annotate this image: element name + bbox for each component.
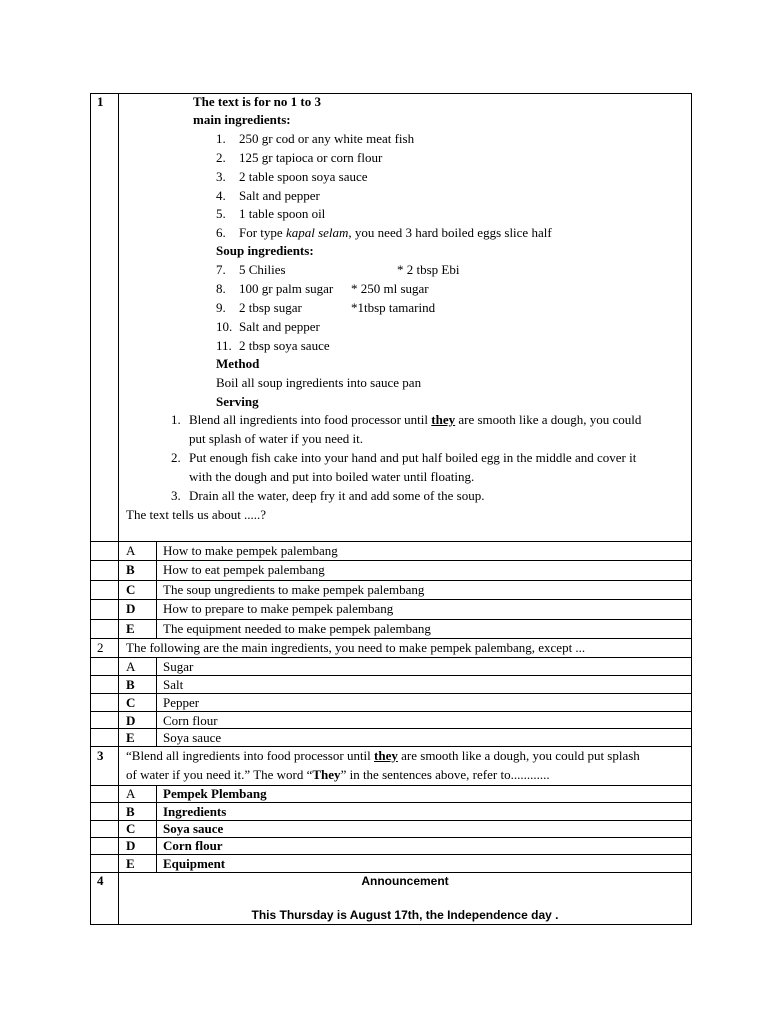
passage-header: The text is for no 1 to 3 — [193, 94, 321, 109]
option-text[interactable]: How to prepare to make pempek palembang — [163, 601, 394, 616]
list-item: For type kapal selam, you need 3 hard boiled eggs slice half — [239, 225, 552, 240]
question-number: 4 — [97, 873, 104, 888]
question-number: 2 — [97, 640, 104, 655]
list-item-number: 10. — [216, 319, 233, 334]
option-letter[interactable]: C — [126, 695, 136, 710]
step-text: with the dough and put into boiled water until floating. — [189, 469, 475, 484]
list-item: 2 table spoon soya sauce — [239, 169, 368, 184]
option-letter[interactable]: E — [126, 730, 135, 745]
list-item-number: 11. — [216, 338, 232, 353]
option-text[interactable]: Soya sauce — [163, 821, 224, 836]
option-text[interactable]: Ingredients — [163, 804, 227, 819]
option-letter[interactable]: D — [126, 838, 136, 853]
option-letter[interactable]: C — [126, 821, 136, 836]
announcement-text: This Thursday is August 17th, the Independence day . — [251, 908, 559, 922]
step-number: 1. — [171, 412, 181, 427]
method-title: Method — [216, 356, 260, 371]
serving-title: Serving — [216, 394, 259, 409]
option-text[interactable]: Soya sauce — [163, 730, 222, 745]
list-item-number: 8. — [216, 281, 226, 296]
option-text[interactable]: Corn flour — [163, 838, 223, 853]
option-letter[interactable]: E — [126, 621, 135, 636]
list-item-number: 7. — [216, 262, 226, 277]
option-letter[interactable]: E — [126, 856, 135, 871]
option-text[interactable]: Pempek Plembang — [163, 786, 267, 801]
option-letter[interactable]: A — [126, 659, 136, 674]
list-item-number: 1. — [216, 131, 226, 146]
option-letter[interactable]: C — [126, 582, 136, 597]
step-text: put splash of water if you need it. — [189, 431, 364, 446]
method-text: Boil all soup ingredients into sauce pan — [216, 375, 422, 390]
list-item: 1 table spoon oil — [239, 206, 326, 221]
option-text[interactable]: The soup ungredients to make pempek palembang — [163, 582, 425, 597]
step-text: Drain all the water, deep fry it and add some of the soup. — [189, 488, 485, 503]
list-item-extra: * 2 tbsp Ebi — [397, 262, 460, 277]
option-text[interactable]: Corn flour — [163, 713, 218, 728]
option-letter[interactable]: B — [126, 804, 135, 819]
list-item-number: 9. — [216, 300, 226, 315]
question-text: “Blend all ingredients into food processor until they are smooth like a dough, you could put splash — [126, 748, 640, 763]
option-text[interactable]: Salt — [163, 677, 184, 692]
list-item: Salt and pepper — [239, 319, 320, 334]
list-item-number: 6. — [216, 225, 226, 240]
option-text[interactable]: Pepper — [163, 695, 200, 710]
option-letter[interactable]: D — [126, 713, 136, 728]
list-item: 100 gr palm sugar — [239, 281, 334, 296]
list-item: 5 Chilies — [239, 262, 286, 277]
option-letter[interactable]: D — [126, 601, 136, 616]
list-item: Salt and pepper — [239, 188, 320, 203]
list-item-number: 3. — [216, 169, 226, 184]
option-text[interactable]: Sugar — [163, 659, 194, 674]
list-item: 2 tbsp sugar — [239, 300, 302, 315]
list-item: 2 tbsp soya sauce — [239, 338, 330, 353]
question-number: 3 — [97, 748, 104, 763]
step-text: Put enough fish cake into your hand and put half boiled egg in the middle and cover it — [189, 450, 637, 465]
question-text: The following are the main ingredients, you need to make pempek palembang, except ... — [126, 640, 586, 655]
option-text[interactable]: How to make pempek palembang — [163, 543, 338, 558]
option-text[interactable]: Equipment — [163, 856, 226, 871]
announcement-title: Announcement — [361, 874, 449, 888]
step-number: 2. — [171, 450, 181, 465]
list-item-number: 4. — [216, 188, 226, 203]
option-letter[interactable]: B — [126, 677, 135, 692]
step-text: Blend all ingredients into food processor until they are smooth like a dough, you could — [189, 412, 642, 427]
question-text: The text tells us about .....? — [126, 507, 267, 522]
option-letter[interactable]: B — [126, 562, 135, 577]
list-item-extra: * 250 ml sugar — [351, 281, 429, 296]
question-text: of water if you need it.” The word “They” in the sentences above, refer to............ — [126, 767, 550, 782]
question-number: 1 — [97, 94, 104, 109]
main-ingredients-title: main ingredients: — [193, 112, 291, 127]
list-item-number: 5. — [216, 206, 226, 221]
list-item-extra: *1tbsp tamarind — [351, 300, 436, 315]
option-letter[interactable]: A — [126, 786, 136, 801]
option-text[interactable]: The equipment needed to make pempek palembang — [163, 621, 431, 636]
option-text[interactable]: How to eat pempek palembang — [163, 562, 325, 577]
list-item: 250 gr cod or any white meat fish — [239, 131, 415, 146]
list-item-number: 2. — [216, 150, 226, 165]
step-number: 3. — [171, 488, 181, 503]
soup-ingredients-title: Soup ingredients: — [216, 243, 314, 258]
option-letter[interactable]: A — [126, 543, 136, 558]
list-item: 125 gr tapioca or corn flour — [239, 150, 383, 165]
